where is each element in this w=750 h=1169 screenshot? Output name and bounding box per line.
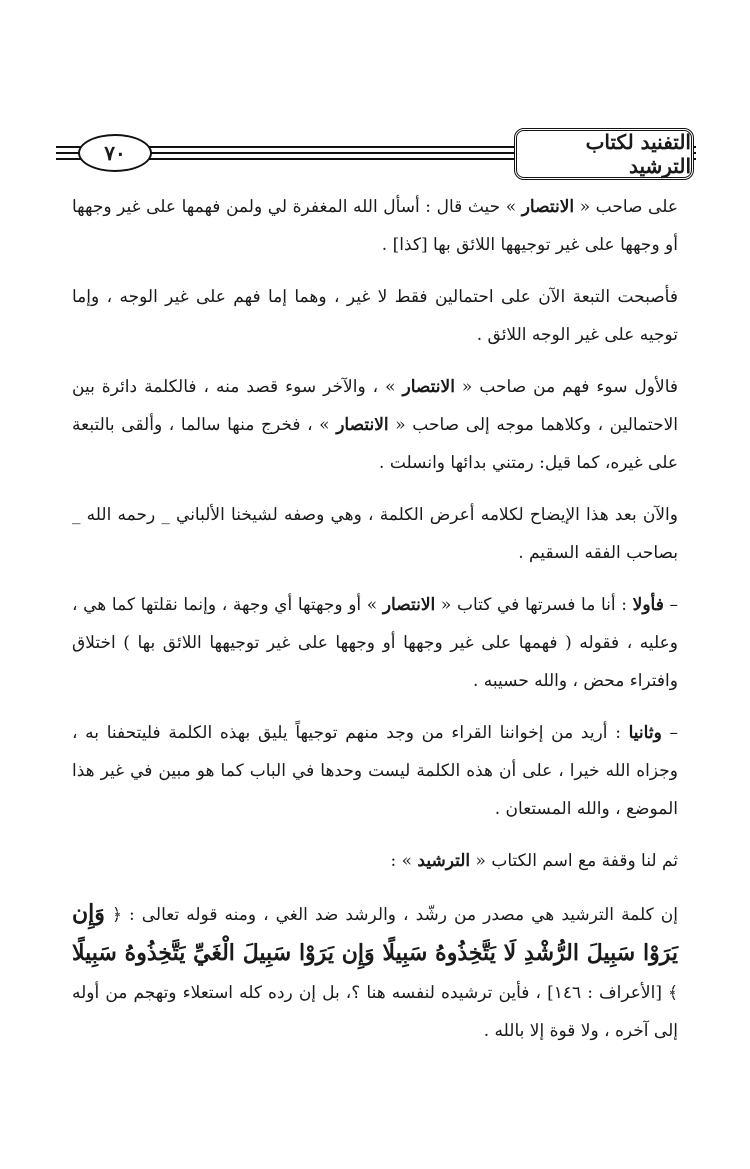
paragraph (72, 368, 678, 482)
text-run: – (661, 723, 678, 743)
book-title: الترشيد (417, 851, 471, 871)
paragraph (72, 188, 678, 264)
text-run: » : (390, 851, 418, 871)
paragraph (72, 278, 678, 354)
page-header (56, 126, 696, 188)
paragraph (72, 842, 678, 880)
text-run: على صاحب « (574, 197, 678, 217)
text-run: فالأول سوء فهم من صاحب « (454, 377, 678, 397)
text-run: : أريد من إخواننا القراء من وجد منهم توجيهاً يليق بهذه الكلمة فليتحفنا به ، وجزاه الله خيرا ، على أن هذه الكلمة ليست وحدها في الباب كما هو مبين في غير هذا الموضع ، والله المستعان . (72, 723, 678, 819)
text-run: فأصبحت التبعة الآن على احتمالين فقط لا غير ، وهما إما فهم على غير الوجه ، وإما توجيه على غير الوجه اللائق . (72, 287, 678, 345)
text-run: ﴾ [الأعراف : ١٤٦] ، فأين ترشيده لنفسه هنا ؟، بل إن رده كله استعلاء وتهجم من أوله إلى آخره ، ولا قوة إلا بالله . (72, 983, 678, 1041)
page-number: ٧٠ (78, 134, 152, 172)
book-title: الانتصار (336, 415, 389, 435)
text-run: » ، فخرج منها سالما ، وألقى بالتبعة على غيره، كما قيل: رمتني بدائها وانسلت . (72, 415, 678, 473)
book-title: الانتصار (402, 377, 455, 397)
running-title: التفنيد لكتاب الترشيد (514, 128, 694, 180)
body-text (72, 188, 678, 1064)
text-run: » حيث قال : أسأل الله المغفرة لي ولمن فهمها على غير وجهها أو وجهها على غير توجيهها اللائق بها [كذا] . (72, 197, 678, 255)
text-run: والآن بعد هذا الإيضاح لكلامه أعرض الكلمة ، وهي وصفه لشيخنا الألباني _ رحمه الله _ بصاحب الفقه السقيم . (72, 505, 678, 563)
book-title: الانتصار (521, 197, 575, 217)
text-run: » أو وجهتها أي وجهة ، وإنما نقلتها كما هي ، وعليه ، فقوله ( فهمها على غير وجهها أو وجهها على غير توجيهها اللائق بها ) اختلاق وافتراء محض ، والله حسيبه . (72, 595, 678, 691)
text-run: : أنا ما فسرتها في كتاب « (435, 595, 633, 615)
paragraph (72, 714, 678, 828)
point-label: فأولا (632, 595, 664, 615)
paragraph (72, 894, 678, 1050)
point-label: وثانيا (628, 723, 662, 743)
text-run: إن كلمة الترشيد هي مصدر من رشّد ، والرشد ضد الغي ، ومنه قوله تعالى : ﴿ (104, 905, 678, 925)
text-run: – (663, 595, 678, 615)
paragraph (72, 496, 678, 572)
quran-verse: وَإِن يَرَوْا سَبِيلَ الرُّشْدِ لَا يَتَّخِذُوهُ سَبِيلًا وَإِن يَرَوْا سَبِيلَ الْغَيِّ يَتَّخِذُوهُ سَبِيلًا (72, 900, 678, 966)
text-run: » ، والآخر سوء قصد منه ، فالكلمة دائرة بين الاحتمالين ، وكلاهما موجه إلى صاحب « (72, 377, 678, 435)
book-title: الانتصار (382, 595, 436, 615)
text-run: ثم لنا وقفة مع اسم الكتاب « (470, 851, 678, 871)
paragraph (72, 586, 678, 700)
